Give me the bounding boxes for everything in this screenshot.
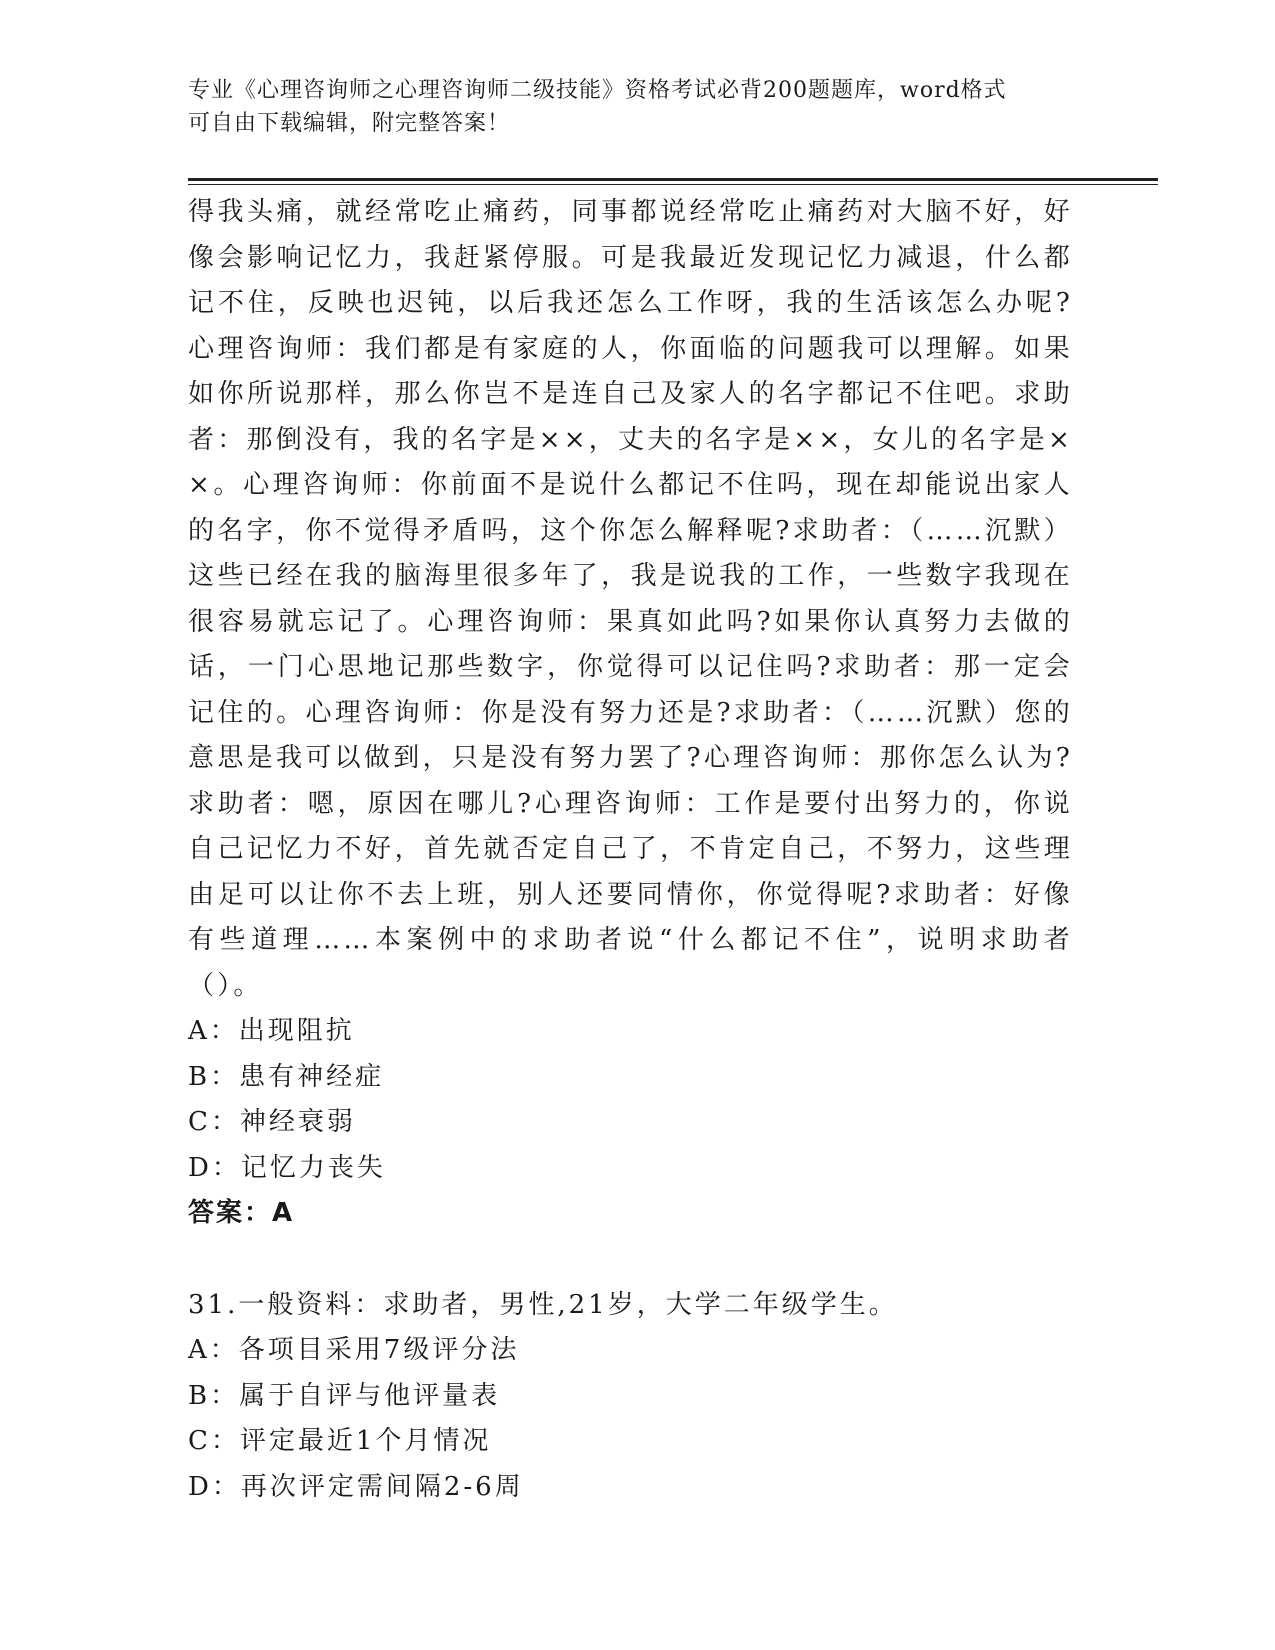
- header-title-line-2: 可自由下载编辑，附完整答案！: [188, 111, 511, 136]
- question-30-option-b: B：患有神经症: [188, 1061, 385, 1092]
- question-spacer: [188, 1237, 1073, 1283]
- document-header: [188, 74, 1088, 140]
- header-title-line-1: 专业《心理咨询师之心理咨询师二级技能》资格考试必背200题题库，word格式: [188, 78, 1007, 103]
- header-divider-thin: [188, 184, 1158, 185]
- question-30-option-c: C：神经衰弱: [188, 1107, 356, 1137]
- document-body: [188, 190, 1073, 1510]
- question-31-stem: 31.一般资料：求助者，男性,21岁，大学二年级学生。: [188, 1289, 898, 1320]
- question-30-option-d: D：记忆力丧失: [188, 1152, 386, 1183]
- question-31-option-c: C：评定最近1个月情况: [188, 1426, 492, 1456]
- question-30-answer: 答案：A: [188, 1198, 295, 1228]
- question-31-option-b: B：属于自评与他评量表: [188, 1380, 501, 1411]
- question-30-option-a: A：出现阻抗: [188, 1016, 355, 1046]
- question-30-stem: 得我头痛，就经常吃止痛药，同事都说经常吃止痛药对大脑不好，好像会影响记忆力，我赶紧停服。可是我最近发现记忆力减退，什么都记不住，反映也迟钝，以后我还怎么工作呀，我的生活该怎么办呢?心理咨询师：我们都是有家庭的人，你面临的问题我可以理解。如果如你所说那样，那么你岂不是连自己及家人的名字都记不住吧。求助者：那倒没有，我的名字是××，丈夫的名字是××，女儿的名字是××。心理咨询师：你前面不是说什么都记不住吗，现在却能说出家人的名字，你不觉得矛盾吗，这个你怎么解释呢?求助者：（……沉默）这些已经在我的脑海里很多年了，我是说我的工作，一些数字我现在很容易就忘记了。心理咨询师：果真如此吗?如果你认真努力去做的话，一门心思地记那些数字，你觉得可以记住吗?求助者：那一定会记住的。心理咨询师：你是没有努力还是?求助者：（……沉默）您的意思是我可以做到，只是没有努力罢了?心理咨询师：那你怎么认为?求助者：嗯，原因在哪儿?心理咨询师：工作是要付出努力的，你说自己记忆力不好，首先就否定自己了，不肯定自己，不努力，这些理由足可以让你不去上班，别人还要同情你，你觉得呢?求助者：好像有些道理……本案例中的求助者说“什么都记不住”，说明求助者（）。: [188, 197, 1073, 1001]
- header-divider-thick: [188, 178, 1158, 181]
- question-31-option-a: A：各项目采用7级评分法: [188, 1335, 520, 1365]
- question-31-option-d: D：再次评定需间隔2-6周: [188, 1471, 524, 1502]
